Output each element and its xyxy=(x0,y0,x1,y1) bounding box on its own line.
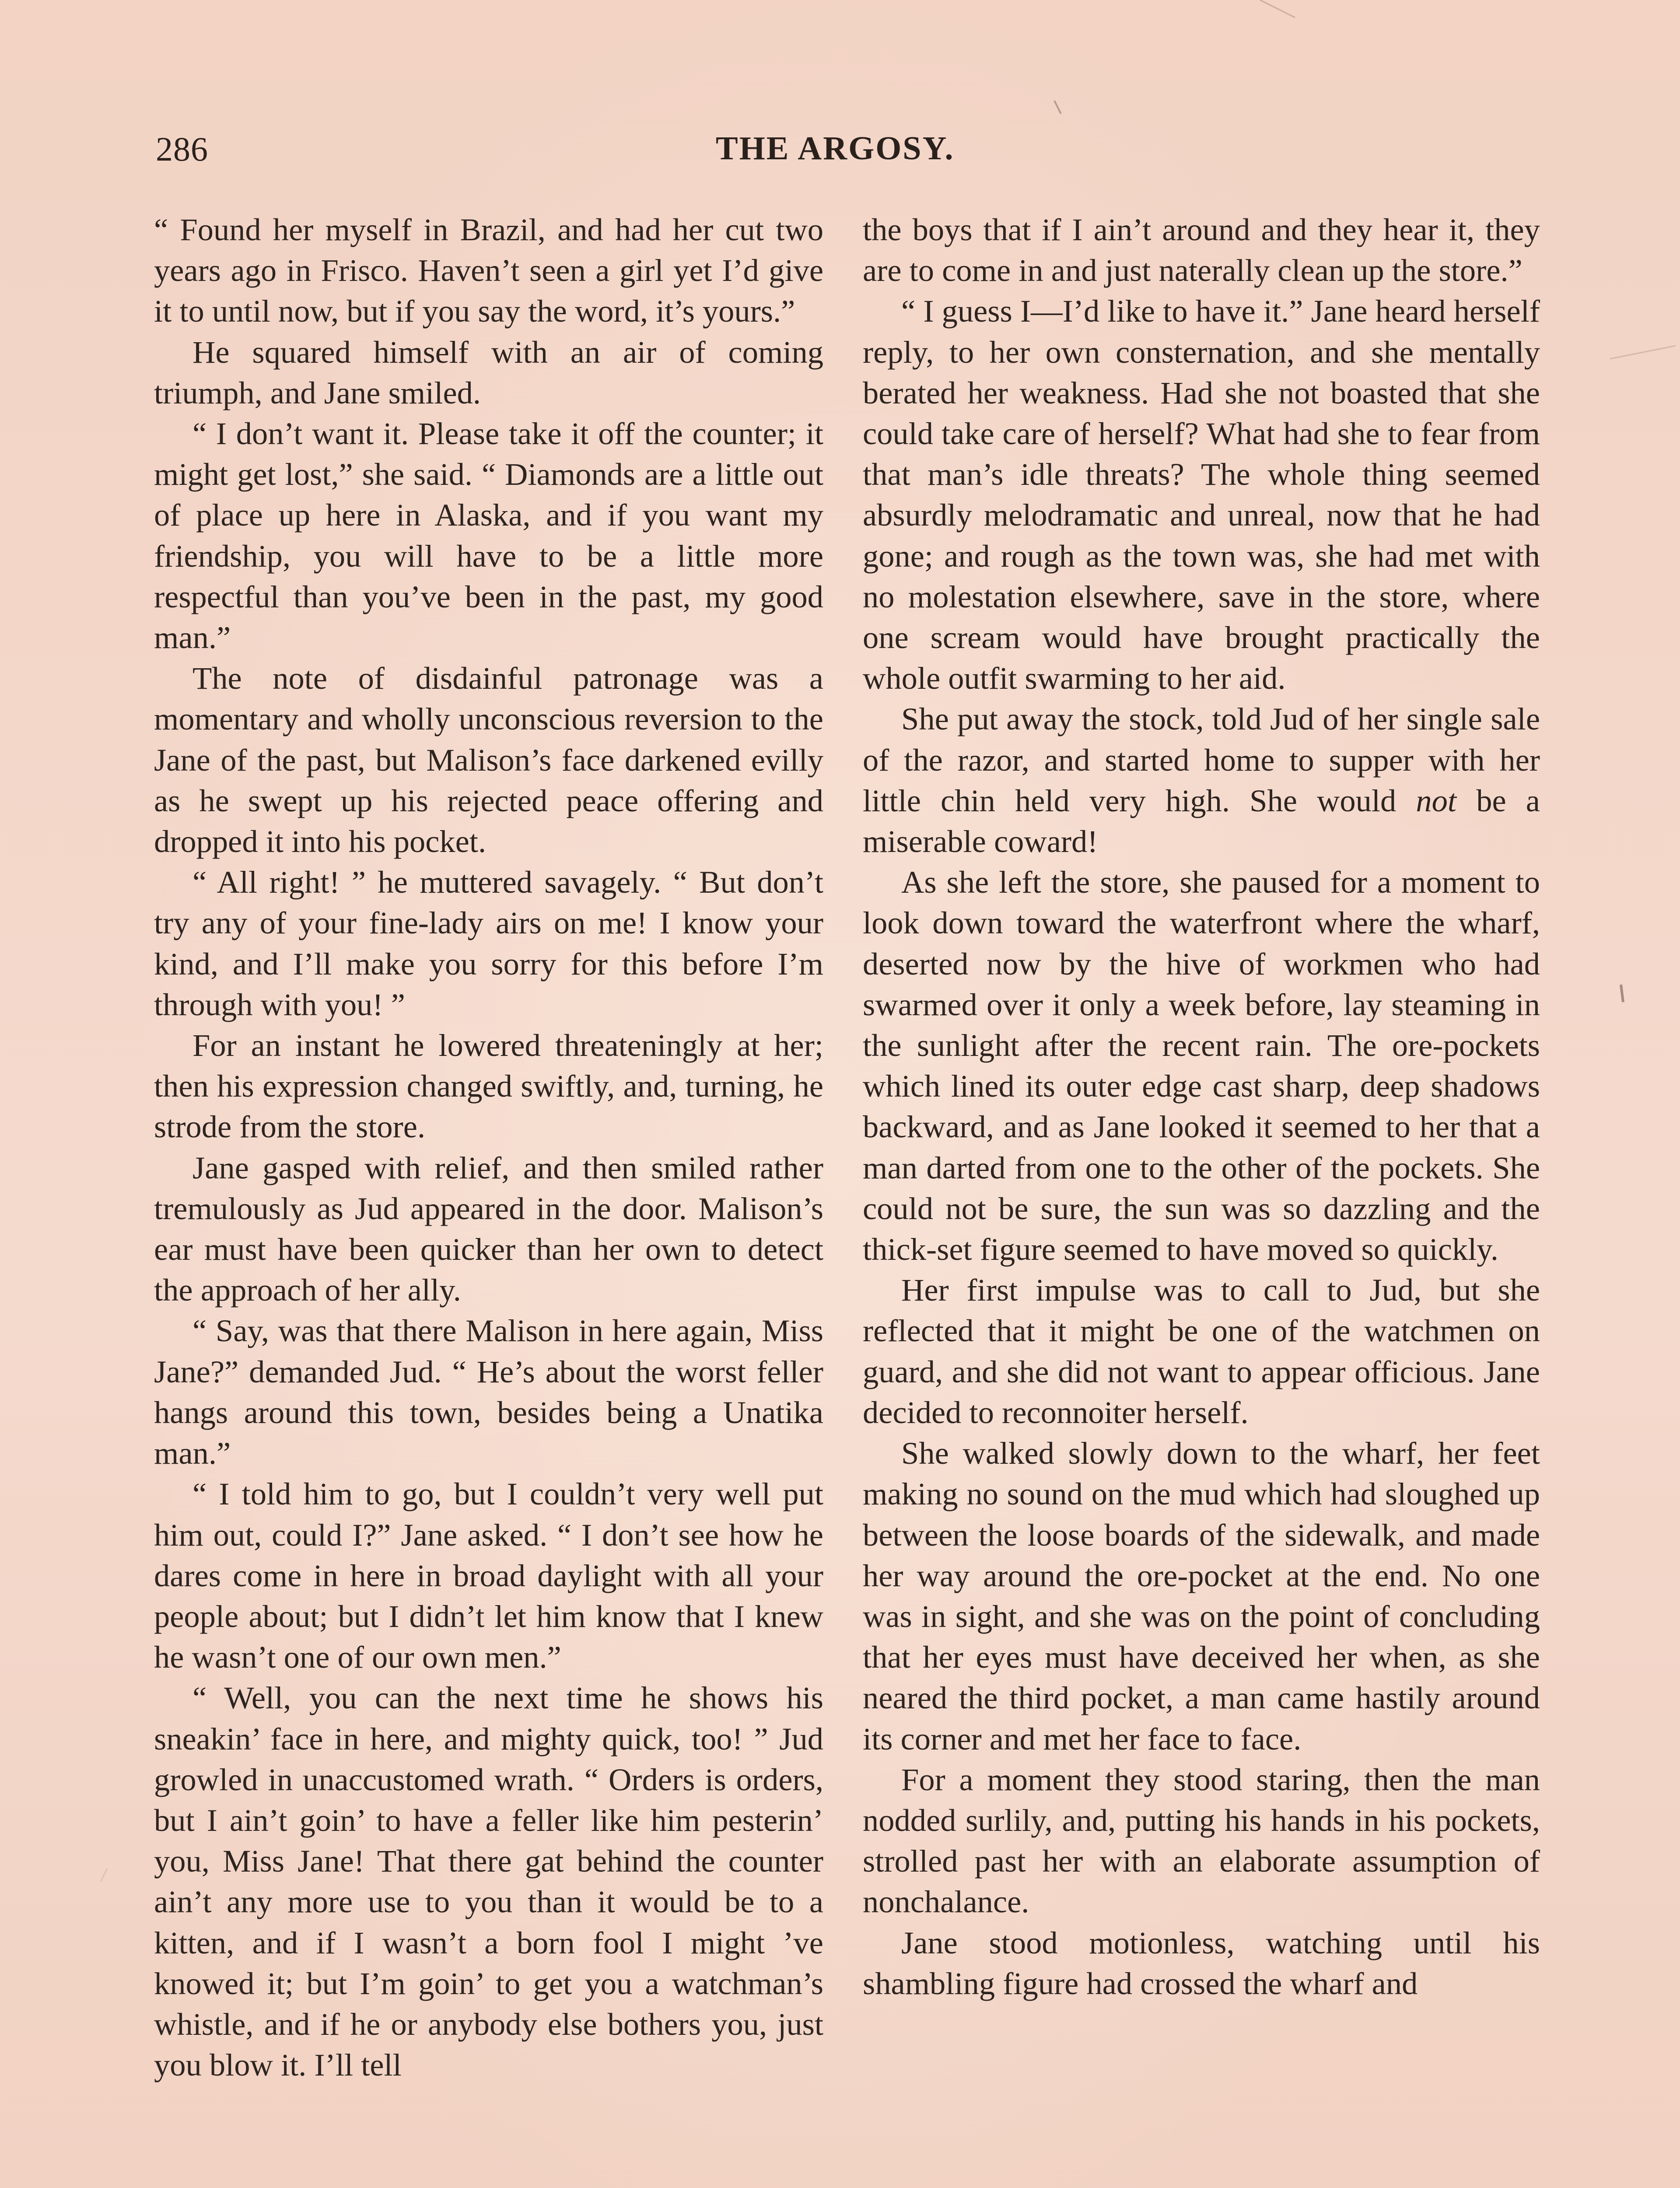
page-header xyxy=(156,130,1000,178)
paragraph: “ Found her myself in Brazil, and had her cut two years ago in Frisco. Haven’t seen a girl yet I’d give it to until now, but if you say the word, it’s yours.” xyxy=(154,212,823,329)
paragraph: the boys that if I ain’t around and they hear it, they are to come in and just naterally clean up the store.” xyxy=(863,212,1540,288)
paragraph: For an instant he lowered threateningly at her; then his expression changed swiftly, and, turning, he strode from the store. xyxy=(154,1027,823,1145)
paragraph: “ I told him to go, but I couldn’t very well put him out, could I?” Jane asked. “ I don’t see how he dares come in here in broad daylight with all your people about; but I didn’t let him know that I knew he wasn’t one of our own men.” xyxy=(154,1476,823,1675)
paragraph: “ I don’t want it. Please take it off the counter; it might get lost,” she said. “ Diamonds are a little out of place up here in Alaska, and if you want my friendship, you will have to be a little more respectful than you’ve been in the past, my good man.” xyxy=(154,416,823,656)
paragraph: Jane gasped with relief, and then smiled rather tremulously as Jud appeared in the door. Malison’s ear must have been quicker than her own to detect the approach of her ally. xyxy=(154,1150,823,1308)
paragraph: “ Well, you can the next time he shows his sneakin’ face in here, and mighty quick, too! ” Jud growled in unaccustomed wrath. “ Orders is orders, but I ain’t goin’ to have a feller like him pesterin’ you, Miss Jane! That there gat behind the counter ain’t any more use to you than it would be to a kitten, and if I wasn’t a born fool I might ’ve knowed it; but I’m goin’ to get you a watchman’s whistle, and if he or anybody else bothers you, just you blow it. I’ll tell xyxy=(154,1680,823,2083)
paragraph: Jane stood motionless, watching until his shambling figure had crossed the wharf and xyxy=(863,1925,1540,2001)
paragraph: The note of disdainful patronage was a momentary and wholly unconscious reversion to the Jane of the past, but Malison’s face darkened evilly as he swept up his rejected peace offering and dropped it into his pocket. xyxy=(154,660,823,859)
paragraph: “ All right! ” he muttered savagely. “ But don’t try any of your fine-lady airs on me! I know your kind, and I’ll make you sorry for this before I’m through with you! ” xyxy=(154,864,823,1022)
paragraph xyxy=(863,698,1540,862)
paragraph: “ Say, was that there Malison in here again, Miss Jane?” demanded Jud. “ He’s about the worst feller hangs around this town, besides being a Unatika man.” xyxy=(154,1313,823,1471)
left-column xyxy=(154,209,823,2085)
paragraph: “ I guess I—I’d like to have it.” Jane heard herself reply, to her own consternation, and she mentally berated her weakness. Had she not boasted that she could take care of herself? What had she to fear from that man’s idle threats? The whole thing seemed absurdly melodramatic and unreal, now that he had gone; and rough as the town was, she had met with no molestation elsewhere, save in the store, where one scream would have brought practically the whole outfit swarming to her aid. xyxy=(863,293,1540,696)
paragraph: He squared himself with an air of coming triumph, and Jane smiled. xyxy=(154,334,823,410)
paragraph: For a moment they stood staring, then the man nodded surlily, and, putting his hands in his pockets, strolled past her with an elaborate assumption of nonchalance. xyxy=(863,1761,1540,1920)
paragraph-text: She put away the stock, told Jud of her single sale of the razor, and started home to supper with her little chin held very high. She would xyxy=(863,701,1540,818)
paragraph-text: be a miserable coward! xyxy=(863,782,1540,859)
paragraph: Her first impulse was to call to Jud, but she reflected that it might be one of the watchmen on guard, and she did not want to appear officious. Jane decided to reconnoiter herself. xyxy=(863,1272,1540,1430)
paragraph: She walked slowly down to the wharf, her feet making no sound on the mud which had sloughed up between the loose boards of the sidewalk, and made her way around the ore-pocket at the end. No one was in sight, and she was on the point of concluding that her eyes must have deceived her when, as she neared the third pocket, a man came hastily around its corner and met her face to face. xyxy=(863,1435,1540,1757)
emphasized-word: not xyxy=(1416,782,1457,818)
page-number: 286 xyxy=(156,130,208,168)
paragraph: As she left the store, she paused for a moment to look down toward the waterfront where the wharf, deserted now by the hive of workmen who had swarmed over it only a week before, lay steaming in the sunlight after the recent rain. The ore-pockets which lined its outer edge cast sharp, deep shadows backward, and as Jane looked it seemed to her that a man darted from one to the other of the pockets. She could not be sure, the sun was so dazzling and the thick-set figure seemed to have moved so quickly. xyxy=(863,864,1540,1267)
running-title: THE ARGOSY. xyxy=(716,130,955,167)
right-column xyxy=(863,209,1540,2004)
